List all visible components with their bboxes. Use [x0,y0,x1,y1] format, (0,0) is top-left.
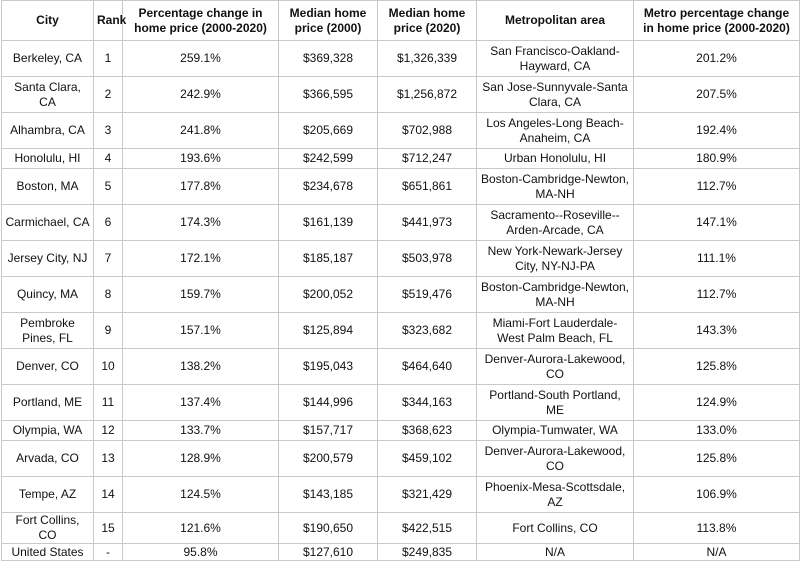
metro-area-cell: Boston-Cambridge-Newton, MA-NH [477,169,634,205]
city-cell: United States [2,544,94,561]
pct-change-cell: 137.4% [123,385,279,421]
median-2020-cell: $321,429 [378,477,477,513]
table-row [2,169,800,205]
city-cell: Berkeley, CA [2,41,94,77]
city-cell: Tempe, AZ [2,477,94,513]
rank-cell: 5 [94,169,123,205]
city-cell: Arvada, CO [2,441,94,477]
metro-area-cell: Urban Honolulu, HI [477,149,634,169]
metro-area-cell: Fort Collins, CO [477,513,634,544]
header-row [2,1,800,41]
rank-cell: 12 [94,421,123,441]
metro-area-cell: Sacramento--Roseville--Arden-Arcade, CA [477,205,634,241]
median-2020-cell: $323,682 [378,313,477,349]
pct-change-cell: 121.6% [123,513,279,544]
pct-change-cell: 128.9% [123,441,279,477]
rank-cell: 15 [94,513,123,544]
header-city: City [2,1,94,41]
rank-cell: 2 [94,77,123,113]
median-2020-cell: $1,326,339 [378,41,477,77]
metro-area-cell: San Francisco-Oakland-Hayward, CA [477,41,634,77]
pct-change-cell: 133.7% [123,421,279,441]
table-row [2,313,800,349]
median-2000-cell: $161,139 [279,205,378,241]
pct-change-cell: 138.2% [123,349,279,385]
rank-cell: 13 [94,441,123,477]
city-cell: Santa Clara, CA [2,77,94,113]
pct-change-cell: 159.7% [123,277,279,313]
rank-cell: 8 [94,277,123,313]
pct-change-cell: 174.3% [123,205,279,241]
median-2000-cell: $125,894 [279,313,378,349]
city-cell: Olympia, WA [2,421,94,441]
metro-pct-change-cell: 133.0% [634,421,800,441]
median-2000-cell: $144,996 [279,385,378,421]
median-2000-cell: $185,187 [279,241,378,277]
median-2020-cell: $702,988 [378,113,477,149]
table-row [2,421,800,441]
median-2000-cell: $242,599 [279,149,378,169]
metro-pct-change-cell: 207.5% [634,77,800,113]
median-2000-cell: $157,717 [279,421,378,441]
metro-area-cell: Denver-Aurora-Lakewood, CO [477,349,634,385]
table-row [2,241,800,277]
city-cell: Alhambra, CA [2,113,94,149]
header-metro-area: Metropolitan area [477,1,634,41]
rank-cell: 7 [94,241,123,277]
table-row [2,441,800,477]
rank-cell: 14 [94,477,123,513]
rank-cell: - [94,544,123,561]
metro-pct-change-cell: 180.9% [634,149,800,169]
city-cell: Portland, ME [2,385,94,421]
median-2020-cell: $519,476 [378,277,477,313]
metro-pct-change-cell: 112.7% [634,169,800,205]
metro-pct-change-cell: 201.2% [634,41,800,77]
table-row [2,77,800,113]
metro-pct-change-cell: 192.4% [634,113,800,149]
median-2000-cell: $366,595 [279,77,378,113]
metro-area-cell: Miami-Fort Lauderdale-West Palm Beach, FL [477,313,634,349]
header-median-2020: Median home price (2020) [378,1,477,41]
header-rank: Rank [94,1,123,41]
median-2020-cell: $422,515 [378,513,477,544]
pct-change-cell: 95.8% [123,544,279,561]
median-2000-cell: $234,678 [279,169,378,205]
table-row [2,277,800,313]
rank-cell: 11 [94,385,123,421]
median-2000-cell: $369,328 [279,41,378,77]
table-row [2,149,800,169]
metro-area-cell: N/A [477,544,634,561]
median-2020-cell: $459,102 [378,441,477,477]
metro-pct-change-cell: 147.1% [634,205,800,241]
metro-area-cell: Denver-Aurora-Lakewood, CO [477,441,634,477]
city-cell: Jersey City, NJ [2,241,94,277]
median-2000-cell: $195,043 [279,349,378,385]
metro-pct-change-cell: 125.8% [634,441,800,477]
metro-pct-change-cell: 106.9% [634,477,800,513]
metro-pct-change-cell: N/A [634,544,800,561]
rank-cell: 4 [94,149,123,169]
rank-cell: 10 [94,349,123,385]
metro-pct-change-cell: 143.3% [634,313,800,349]
median-2000-cell: $200,579 [279,441,378,477]
rank-cell: 3 [94,113,123,149]
city-cell: Boston, MA [2,169,94,205]
table-row [2,349,800,385]
header-pct-change: Percentage change in home price (2000-2020) [123,1,279,41]
metro-area-cell: Boston-Cambridge-Newton, MA-NH [477,277,634,313]
metro-pct-change-cell: 111.1% [634,241,800,277]
metro-area-cell: San Jose-Sunnyvale-Santa Clara, CA [477,77,634,113]
pct-change-cell: 172.1% [123,241,279,277]
median-2020-cell: $712,247 [378,149,477,169]
pct-change-cell: 193.6% [123,149,279,169]
pct-change-cell: 124.5% [123,477,279,513]
city-cell: Carmichael, CA [2,205,94,241]
metro-pct-change-cell: 112.7% [634,277,800,313]
pct-change-cell: 241.8% [123,113,279,149]
city-cell: Quincy, MA [2,277,94,313]
metro-area-cell: New York-Newark-Jersey City, NY-NJ-PA [477,241,634,277]
rank-cell: 9 [94,313,123,349]
median-2000-cell: $190,650 [279,513,378,544]
median-2020-cell: $1,256,872 [378,77,477,113]
median-2000-cell: $205,669 [279,113,378,149]
table-row [2,41,800,77]
table-row [2,385,800,421]
metro-area-cell: Portland-South Portland, ME [477,385,634,421]
home-price-table [1,0,800,561]
median-2020-cell: $249,835 [378,544,477,561]
pct-change-cell: 259.1% [123,41,279,77]
metro-pct-change-cell: 124.9% [634,385,800,421]
table-row [2,544,800,561]
median-2000-cell: $127,610 [279,544,378,561]
city-cell: Denver, CO [2,349,94,385]
metro-pct-change-cell: 125.8% [634,349,800,385]
metro-area-cell: Los Angeles-Long Beach-Anaheim, CA [477,113,634,149]
metro-pct-change-cell: 113.8% [634,513,800,544]
rank-cell: 1 [94,41,123,77]
city-cell: Fort Collins, CO [2,513,94,544]
median-2020-cell: $441,973 [378,205,477,241]
median-2020-cell: $344,163 [378,385,477,421]
table-row [2,205,800,241]
median-2020-cell: $503,978 [378,241,477,277]
city-cell: Honolulu, HI [2,149,94,169]
median-2020-cell: $368,623 [378,421,477,441]
header-metro-pct-change: Metro percentage change in home price (2000-2020) [634,1,800,41]
pct-change-cell: 177.8% [123,169,279,205]
table-row [2,513,800,544]
pct-change-cell: 157.1% [123,313,279,349]
median-2020-cell: $651,861 [378,169,477,205]
table-row [2,477,800,513]
pct-change-cell: 242.9% [123,77,279,113]
median-2020-cell: $464,640 [378,349,477,385]
rank-cell: 6 [94,205,123,241]
median-2000-cell: $143,185 [279,477,378,513]
header-median-2000: Median home price (2000) [279,1,378,41]
metro-area-cell: Olympia-Tumwater, WA [477,421,634,441]
city-cell: Pembroke Pines, FL [2,313,94,349]
table-row [2,113,800,149]
median-2000-cell: $200,052 [279,277,378,313]
metro-area-cell: Phoenix-Mesa-Scottsdale, AZ [477,477,634,513]
